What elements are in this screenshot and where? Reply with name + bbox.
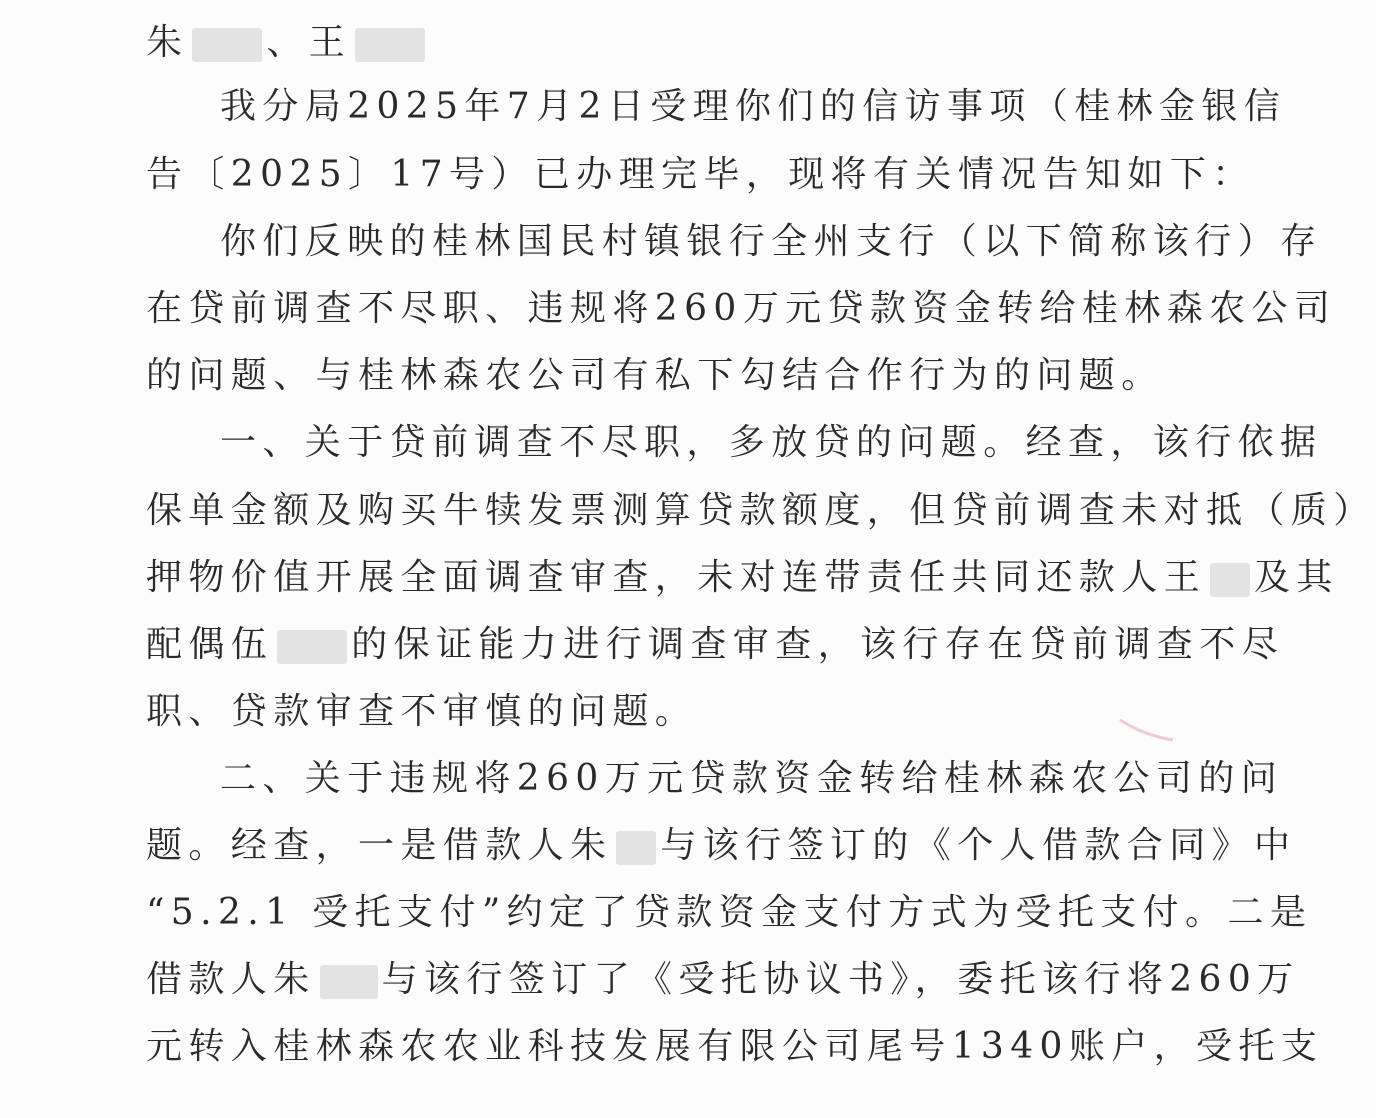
line-text: 借款人朱 bbox=[146, 959, 316, 1000]
line-text: 配偶伍 bbox=[146, 624, 274, 665]
line-text: 及其 bbox=[1254, 557, 1339, 598]
paragraph-line: 职、贷款审查不审慎的问题。 bbox=[146, 691, 698, 732]
salutation bbox=[146, 12, 1176, 74]
paragraph-line bbox=[146, 949, 1300, 1011]
line-text: 与该行签订了《受托协议书》，委托该行将260万 bbox=[381, 959, 1300, 1000]
redacted-name bbox=[355, 28, 425, 62]
redacted-name bbox=[1210, 563, 1250, 597]
redacted-name bbox=[277, 630, 347, 664]
redacted-name bbox=[616, 831, 656, 865]
line-text: 押物价值开展全面调查审查，未对连带责任共同还款人王 bbox=[146, 557, 1207, 598]
paragraph-line bbox=[146, 614, 1285, 676]
salutation-name-2: 、王 bbox=[266, 22, 352, 63]
paragraph-line: 你们反映的桂林国民村镇银行全州支行（以下简称该行）存 bbox=[220, 221, 1323, 262]
paragraph-line bbox=[146, 547, 1339, 609]
paragraph-line: “5.2.1 受托支付”约定了贷款资金支付方式为受托支付。二是 bbox=[146, 892, 1313, 933]
paragraph-line: 的问题、与桂林森农公司有私下勾结合作行为的问题。 bbox=[146, 355, 1164, 396]
paragraph-line: 元转入桂林森农农业科技发展有限公司尾号1340账户，受托支 bbox=[146, 1026, 1324, 1067]
paragraph-line: 告〔2025〕17号）已办理完毕，现将有关情况告知如下： bbox=[146, 154, 1255, 195]
paragraph-line: 我分局2025年7月2日受理你们的信访事项（桂林金银信 bbox=[220, 86, 1287, 127]
paragraph-line: 在贷前调查不尽职、违规将260万元贷款资金转给桂林森农公司 bbox=[146, 288, 1337, 329]
line-text: 的保证能力进行调查审查，该行存在贷前调查不尽 bbox=[351, 624, 1285, 665]
paragraph-line: 二、关于违规将260万元贷款资金转给桂林森农公司的问 bbox=[220, 758, 1284, 799]
line-text: 题。经查，一是借款人朱 bbox=[146, 825, 613, 866]
ink-smudge bbox=[1118, 716, 1178, 746]
paragraph-line: 保单金额及购买牛犊发票测算贷款额度，但贷前调查未对抵（质） bbox=[146, 490, 1376, 531]
paragraph-line bbox=[146, 815, 1297, 877]
salutation-name-1: 朱 bbox=[146, 22, 189, 63]
redacted-name bbox=[320, 965, 378, 999]
line-text: 与该行签订的《个人借款合同》中 bbox=[660, 825, 1297, 866]
redacted-name bbox=[192, 28, 262, 62]
paragraph-line: 一、关于贷前调查不尽职，多放贷的问题。经查，该行依据 bbox=[220, 422, 1323, 463]
